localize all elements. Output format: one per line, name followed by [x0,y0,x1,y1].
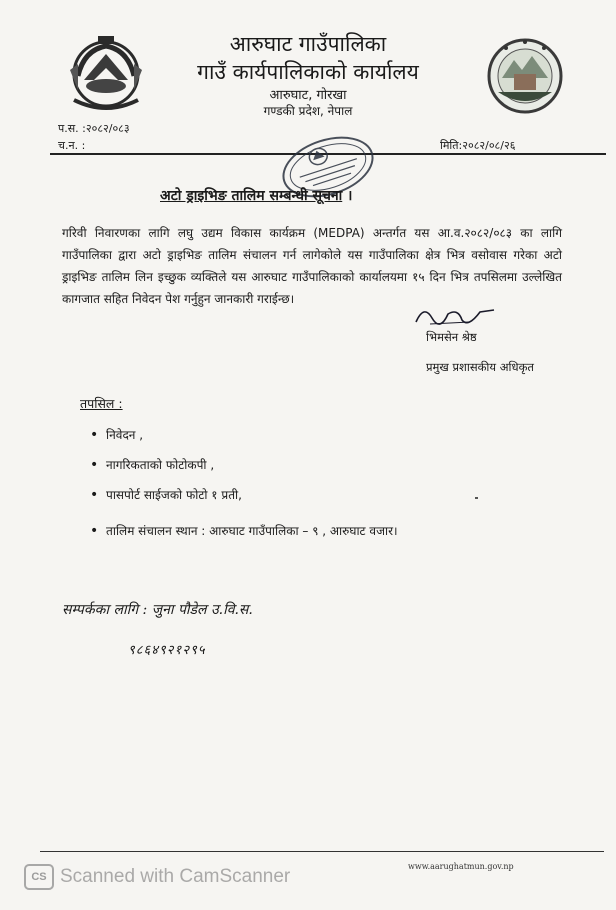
nepal-emblem-icon [60,30,152,114]
letter-number: प.स. :२०८२/०८३ [58,122,130,135]
footer-divider [40,851,604,852]
office-address: आरुघाट, गोरखा [269,88,347,103]
requirements-list [90,420,398,546]
list-item: • नागरिकताको फोटोकपी , [90,450,398,480]
subject-part-b: तालिम सम्बन्धी सूचना [231,188,343,204]
municipality-logo-icon [484,34,566,118]
dispatch-number: च.न. : [58,139,86,152]
camscanner-watermark [24,862,290,892]
list-item: • तालिम संचालन स्थान : आरुघाट गाउँपालिका – ९ , आरुघाट वजार। [90,516,398,546]
office-title: गाउँ कार्यपालिकाको कार्यालय [197,60,419,84]
subject-end: । [342,188,353,204]
notice-body: गरिवी निवारणका लागि लघु उद्यम विकास कार्यक्रम (MEDPA) अन्तर्गत यस आ.व.२०८२/०८३ का लागि गाउँपालिका द्वारा अटो ड्राइभिङ तालिम संचालन गर्न लागेकोले यस गाउँपालिका क्षेत्र भित्र वसोवास गरेका अटो ड्राइभिङ तालिम लिन इच्छुक व्यक्तिले यस आरुघाट गाउँपालिकाको कार्यालयमा १५ दिन भित्र तपसिलमा उल्लेखित कागजात सहित निवेदन पेश गर्नुहुन जानकारी गराईन्छ। [62,226,562,306]
camscanner-icon: CS [24,864,54,890]
footer-website: www.aarughatmun.gov.np [408,862,514,871]
contact-label: सम्पर्कका लागि : जुना पौडेल उ.वि.स. [62,602,253,618]
contact-phone: ९८६४९२१२९५ [128,643,206,658]
subject-part-a: अटो ड्राइभिङ [160,188,232,204]
signer-title: प्रमुख प्रशासकीय अधिकृत [426,360,534,374]
scan-speck [475,497,478,499]
list-item: • पासपोर्ट साईजको फोटो १ प्रती, [90,480,398,510]
watermark-text: Scanned with CamScanner [60,866,291,887]
signer-name: भिमसेन श्रेष्ठ [426,330,477,344]
office-province: गण्डकी प्रदेश, नेपाल [263,104,353,118]
notice-subject [160,186,460,205]
list-item: • निवेदन , [90,420,398,450]
signature-icon [410,300,500,330]
office-name: आरुघाट गाउँपालिका [229,32,387,56]
details-heading: तपसिल : [80,396,123,411]
letter-date: मिति:२०८२/०८/२६ [440,139,516,152]
